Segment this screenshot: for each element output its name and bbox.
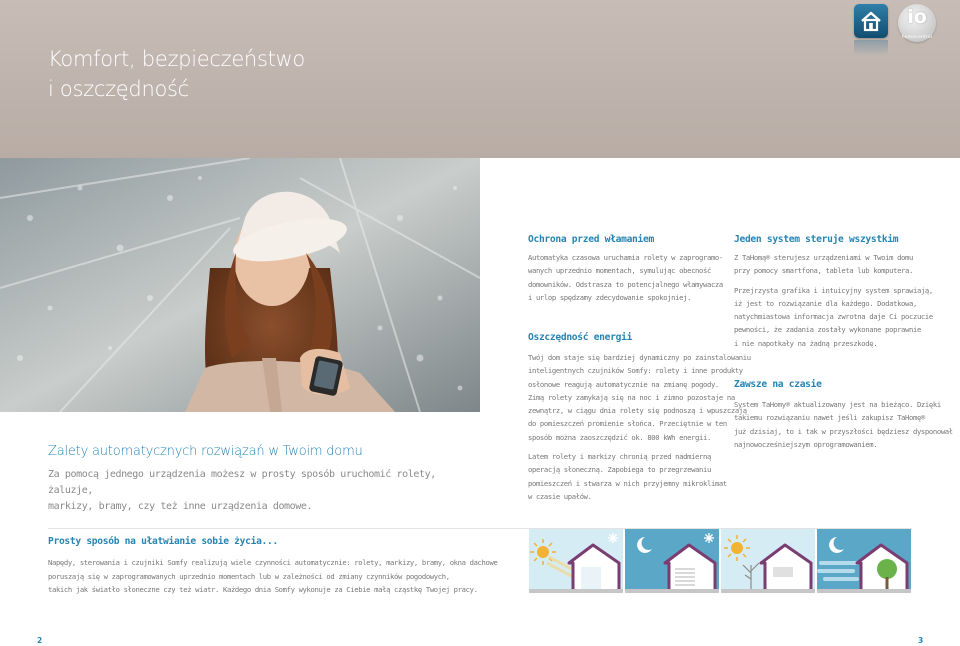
hero-photo-graphic <box>0 158 480 412</box>
paragraph-line: i nie napotkały na żadną przeszkodę. <box>734 338 878 348</box>
paragraph-line: System TaHomy® aktualizowany jest na bieżąco. Dzięki <box>734 400 941 409</box>
page-number-right: 3 <box>918 636 924 645</box>
moon-house-icon <box>625 529 719 593</box>
paragraph-line: zewnątrz, w ciągu dnia rolety się podnoszą i wpuszczają <box>528 406 747 416</box>
section-paragraph <box>734 284 933 350</box>
paragraph-line: w czasie upałów. <box>528 491 592 501</box>
section-paragraph <box>734 398 953 451</box>
paragraph-line: takiemu rozwiązaniu nawet jeśli zakupisz TaHomę® <box>734 413 925 423</box>
page-title-line-2: i oszczędność <box>48 77 189 101</box>
paragraph-line: wanych uprzednio momentach, symulując obecność <box>528 266 711 276</box>
paragraph-line: natychmiastowa informacja zwrotna daje Ci poczucie <box>734 312 933 322</box>
paragraph-line: Napędy, sterowania i czujniki Somfy realizują wiele czynności automatycznie: rolety, markizy, bramy, okna dachowe <box>48 558 498 567</box>
sun-tree-house-icon <box>721 529 815 593</box>
bottom-paragraph <box>48 556 498 597</box>
paragraph-line: już dzisiaj, to i tak w przyszłości będziesz dysponował <box>734 426 953 436</box>
io-logo-caption: homecontrol <box>901 35 933 40</box>
paragraph-line: iż jest to rozwiązanie dla każdego. Dodatkowa, <box>734 298 917 308</box>
section-energy <box>528 332 751 503</box>
section-heading: Jeden system steruje wszystkim <box>734 234 899 245</box>
house-icon-reflection <box>854 40 888 56</box>
tile-moon-snow <box>625 529 719 593</box>
paragraph-line: Z TaHomą® sterujesz urządzeniami w Twoim domu <box>734 253 913 262</box>
sun-house-icon <box>529 529 623 593</box>
paragraph-line: Latem rolety i markizy chronią przed nadmierną <box>528 452 711 462</box>
tile-sun-tree <box>721 529 815 593</box>
section-burglary <box>528 234 723 304</box>
hero-photo <box>0 158 480 412</box>
intro-subtext-line: Za pomocą jednego urządzenia możesz w prosty sposób uruchomić rolety, żaluzje, <box>48 469 436 496</box>
page-title-line-1: Komfort, bezpieczeństwo <box>48 47 305 71</box>
intro-subtext <box>48 467 458 515</box>
section-paragraph <box>734 251 926 278</box>
paragraph-line: pewności, że zadania zostały wykonane poprawnie <box>734 325 921 335</box>
paragraph-line: inteligentnych czujników Somfy: rolety i inne produkty <box>528 366 743 376</box>
section-heading: Ochrona przed włamaniem <box>528 234 654 245</box>
section-paragraph <box>528 351 751 444</box>
paragraph-line: osłonowe reagują automatycznie na zmianę pogody. <box>528 379 719 389</box>
section-paragraph <box>528 450 727 503</box>
section-heading: Oszczędność energii <box>528 332 633 343</box>
paragraph-line: sposób można zaoszczędzić ok. 800 kWh energii. <box>528 432 711 442</box>
paragraph-line: Automatyka czasowa uruchamia rolety w zaprogramo- <box>528 253 723 262</box>
tile-moon-wind <box>817 529 911 593</box>
paragraph-line: domowników. Odstrasza to potencjalnego włamywacza <box>528 279 723 289</box>
moon-wind-house-icon <box>817 529 911 593</box>
paragraph-line: do pomieszczeń promienie słońca. Przeciętnie w ten <box>528 419 727 429</box>
io-logo-text: io <box>907 6 927 28</box>
paragraph-line: Zimą rolety zamykają się na noc i zimno pozostaje na <box>528 392 735 402</box>
paragraph-line: pomieszczeń i stwarza w nich przyjemny mikroklimat <box>528 478 727 488</box>
paragraph-line: i urlop spędzamy zdecydowanie spokojniej. <box>528 292 692 302</box>
paragraph-line: takich jak światło słoneczne czy też wiatr. Każdego dnia Somfy wykonuje za Ciebie małą cząstkę Twojej pracy. <box>48 585 478 594</box>
page-title <box>48 44 305 104</box>
paragraph-line: poruszają się w zaprogramowanych uprzednio momentach lub w zależności od zmiany czynników pogodowych, <box>48 571 450 581</box>
paragraph-line: Twój dom staje się bardziej dynamiczny po zainstalowaniu <box>528 353 751 362</box>
section-one-system <box>734 234 933 350</box>
paragraph-line: Przejrzysta grafika i intuicyjny system sprawiają, <box>734 285 933 295</box>
house-icon <box>854 4 888 38</box>
paragraph-line: operacją słoneczną. Zapobiega to przegrzewaniu <box>528 465 711 475</box>
paragraph-line: przy pomocy smartfona, tableta lub komputera. <box>734 266 913 276</box>
section-up-to-date <box>734 379 953 451</box>
bottom-heading: Prosty sposób na ułatwianie sobie życia... <box>48 536 278 547</box>
section-paragraph <box>528 251 723 304</box>
paragraph-line: najnowocześniejszym oprogramowaniem. <box>734 439 878 449</box>
page-number-left: 2 <box>37 636 43 645</box>
section-heading: Zawsze na czasie <box>734 379 822 390</box>
house-icon-graphic <box>854 4 888 38</box>
tile-sun-snow <box>529 529 623 593</box>
intro-heading: Zalety automatycznych rozwiązań w Twoim domu <box>48 444 363 459</box>
intro-subtext-line: markizy, bramy, czy też inne urządzenia domowe. <box>48 501 313 512</box>
